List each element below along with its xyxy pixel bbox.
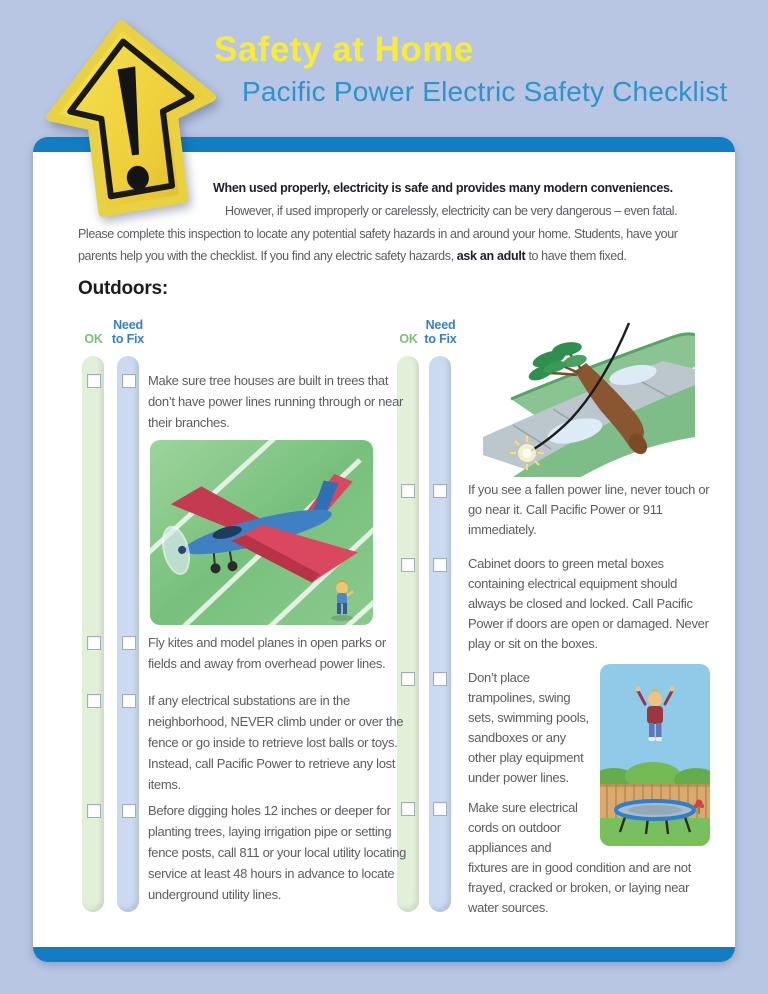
checkbox-ok-right-3[interactable]: [401, 672, 415, 686]
model-airplane-illustration: [150, 440, 373, 625]
checkbox-fix-right-4[interactable]: [433, 802, 447, 816]
checkbox-fix-left-4[interactable]: [122, 804, 136, 818]
checkbox-ok-right-1[interactable]: [401, 484, 415, 498]
checkbox-ok-left-2[interactable]: [87, 636, 101, 650]
checkbox-fix-left-2[interactable]: [122, 636, 136, 650]
left-ok-bar: [82, 356, 104, 912]
checkbox-fix-right-3[interactable]: [433, 672, 447, 686]
trampoline-illustration: [600, 664, 710, 846]
warning-sign-icon: [36, 14, 226, 229]
checklist-item-fly-kites: Fly kites and model planes in open parks or fields and away from overhead power lines.: [148, 635, 386, 671]
checkbox-fix-right-2[interactable]: [433, 558, 447, 572]
left-fix-line2: to Fix: [111, 331, 145, 346]
page-title: Safety at Home: [214, 30, 474, 69]
left-fix-bar: [117, 356, 139, 912]
checkbox-ok-left-1[interactable]: [87, 374, 101, 388]
checklist-item-cabinet-doors: Cabinet doors to green metal boxes containing electrical equipment should always be closed and locked. Call Pacific Power if doors are open or damaged. Never play or sit on the boxes.: [468, 556, 709, 651]
panel-bottom-bar: [33, 947, 735, 962]
intro-line-3: Please complete this inspection to locate any potential safety hazards in and around your home. Students, have your: [78, 227, 678, 241]
checklist-item-substations: If any electrical substations are in the neighborhood, NEVER climb under or over the fence or go inside to retrieve lost balls or toys. Instead, call Pacific Power to retrieve any lost items.: [148, 693, 404, 792]
content-panel: [33, 137, 735, 962]
right-column-header-ok: OK: [399, 332, 418, 346]
checkbox-fix-left-1[interactable]: [122, 374, 136, 388]
intro-line-4b: to have them fixed.: [525, 249, 627, 263]
right-fix-bar: [429, 356, 451, 912]
checklist-item-trampolines: Don’t place trampolines, swing sets, swimming pools, sandboxes or any other play equipment under power lines.: [468, 670, 589, 785]
intro-bold-line: When used properly, electricity is safe and provides many modern conveniences.: [213, 181, 673, 195]
left-column-header-fix: [100, 319, 156, 346]
right-fix-line2: to Fix: [424, 331, 457, 346]
intro-line-4: [78, 249, 626, 263]
right-column-header-fix: [412, 319, 469, 346]
checkbox-ok-left-4[interactable]: [87, 804, 101, 818]
fallen-power-line-illustration: [483, 321, 695, 477]
checkbox-ok-right-2[interactable]: [401, 558, 415, 572]
right-column-flow: [468, 668, 710, 928]
left-fix-line1: Need: [113, 318, 143, 332]
checklist-item-cords: Make sure electrical cords on outdoor appliances and fixtures are in good condition and are not frayed, cracked or broken, or laying near water sources.: [468, 800, 692, 915]
intro-ask-an-adult: ask an adult: [456, 249, 526, 263]
left-column-header-ok: OK: [84, 332, 103, 346]
checkbox-fix-right-1[interactable]: [433, 484, 447, 498]
checkbox-ok-left-3[interactable]: [87, 694, 101, 708]
page-subtitle: Pacific Power Electric Safety Checklist: [242, 76, 728, 107]
intro-line-2: However, if used improperly or carelessly, electricity can be very dangerous – even fatal.: [225, 204, 678, 218]
checkbox-fix-left-3[interactable]: [122, 694, 136, 708]
section-heading-outdoors: Outdoors:: [78, 278, 169, 299]
intro-line-4a: parents help you with the checklist. If you find any electric safety hazards,: [78, 249, 457, 263]
right-fix-line1: Need: [425, 318, 456, 332]
checklist-item-tree-houses: Make sure tree houses are built in trees that don’t have power lines running through or near their branches.: [148, 373, 404, 430]
checklist-item-fallen-line: If you see a fallen power line, never touch or go near it. Call Pacific Power or 911 immediately.: [468, 482, 710, 537]
checklist-item-digging: Before digging holes 12 inches or deeper for planting trees, laying irrigation pipe or setting fence posts, call 811 or your local utility locating service at least 48 hours in advance to locate underground utility lines.: [148, 803, 407, 902]
